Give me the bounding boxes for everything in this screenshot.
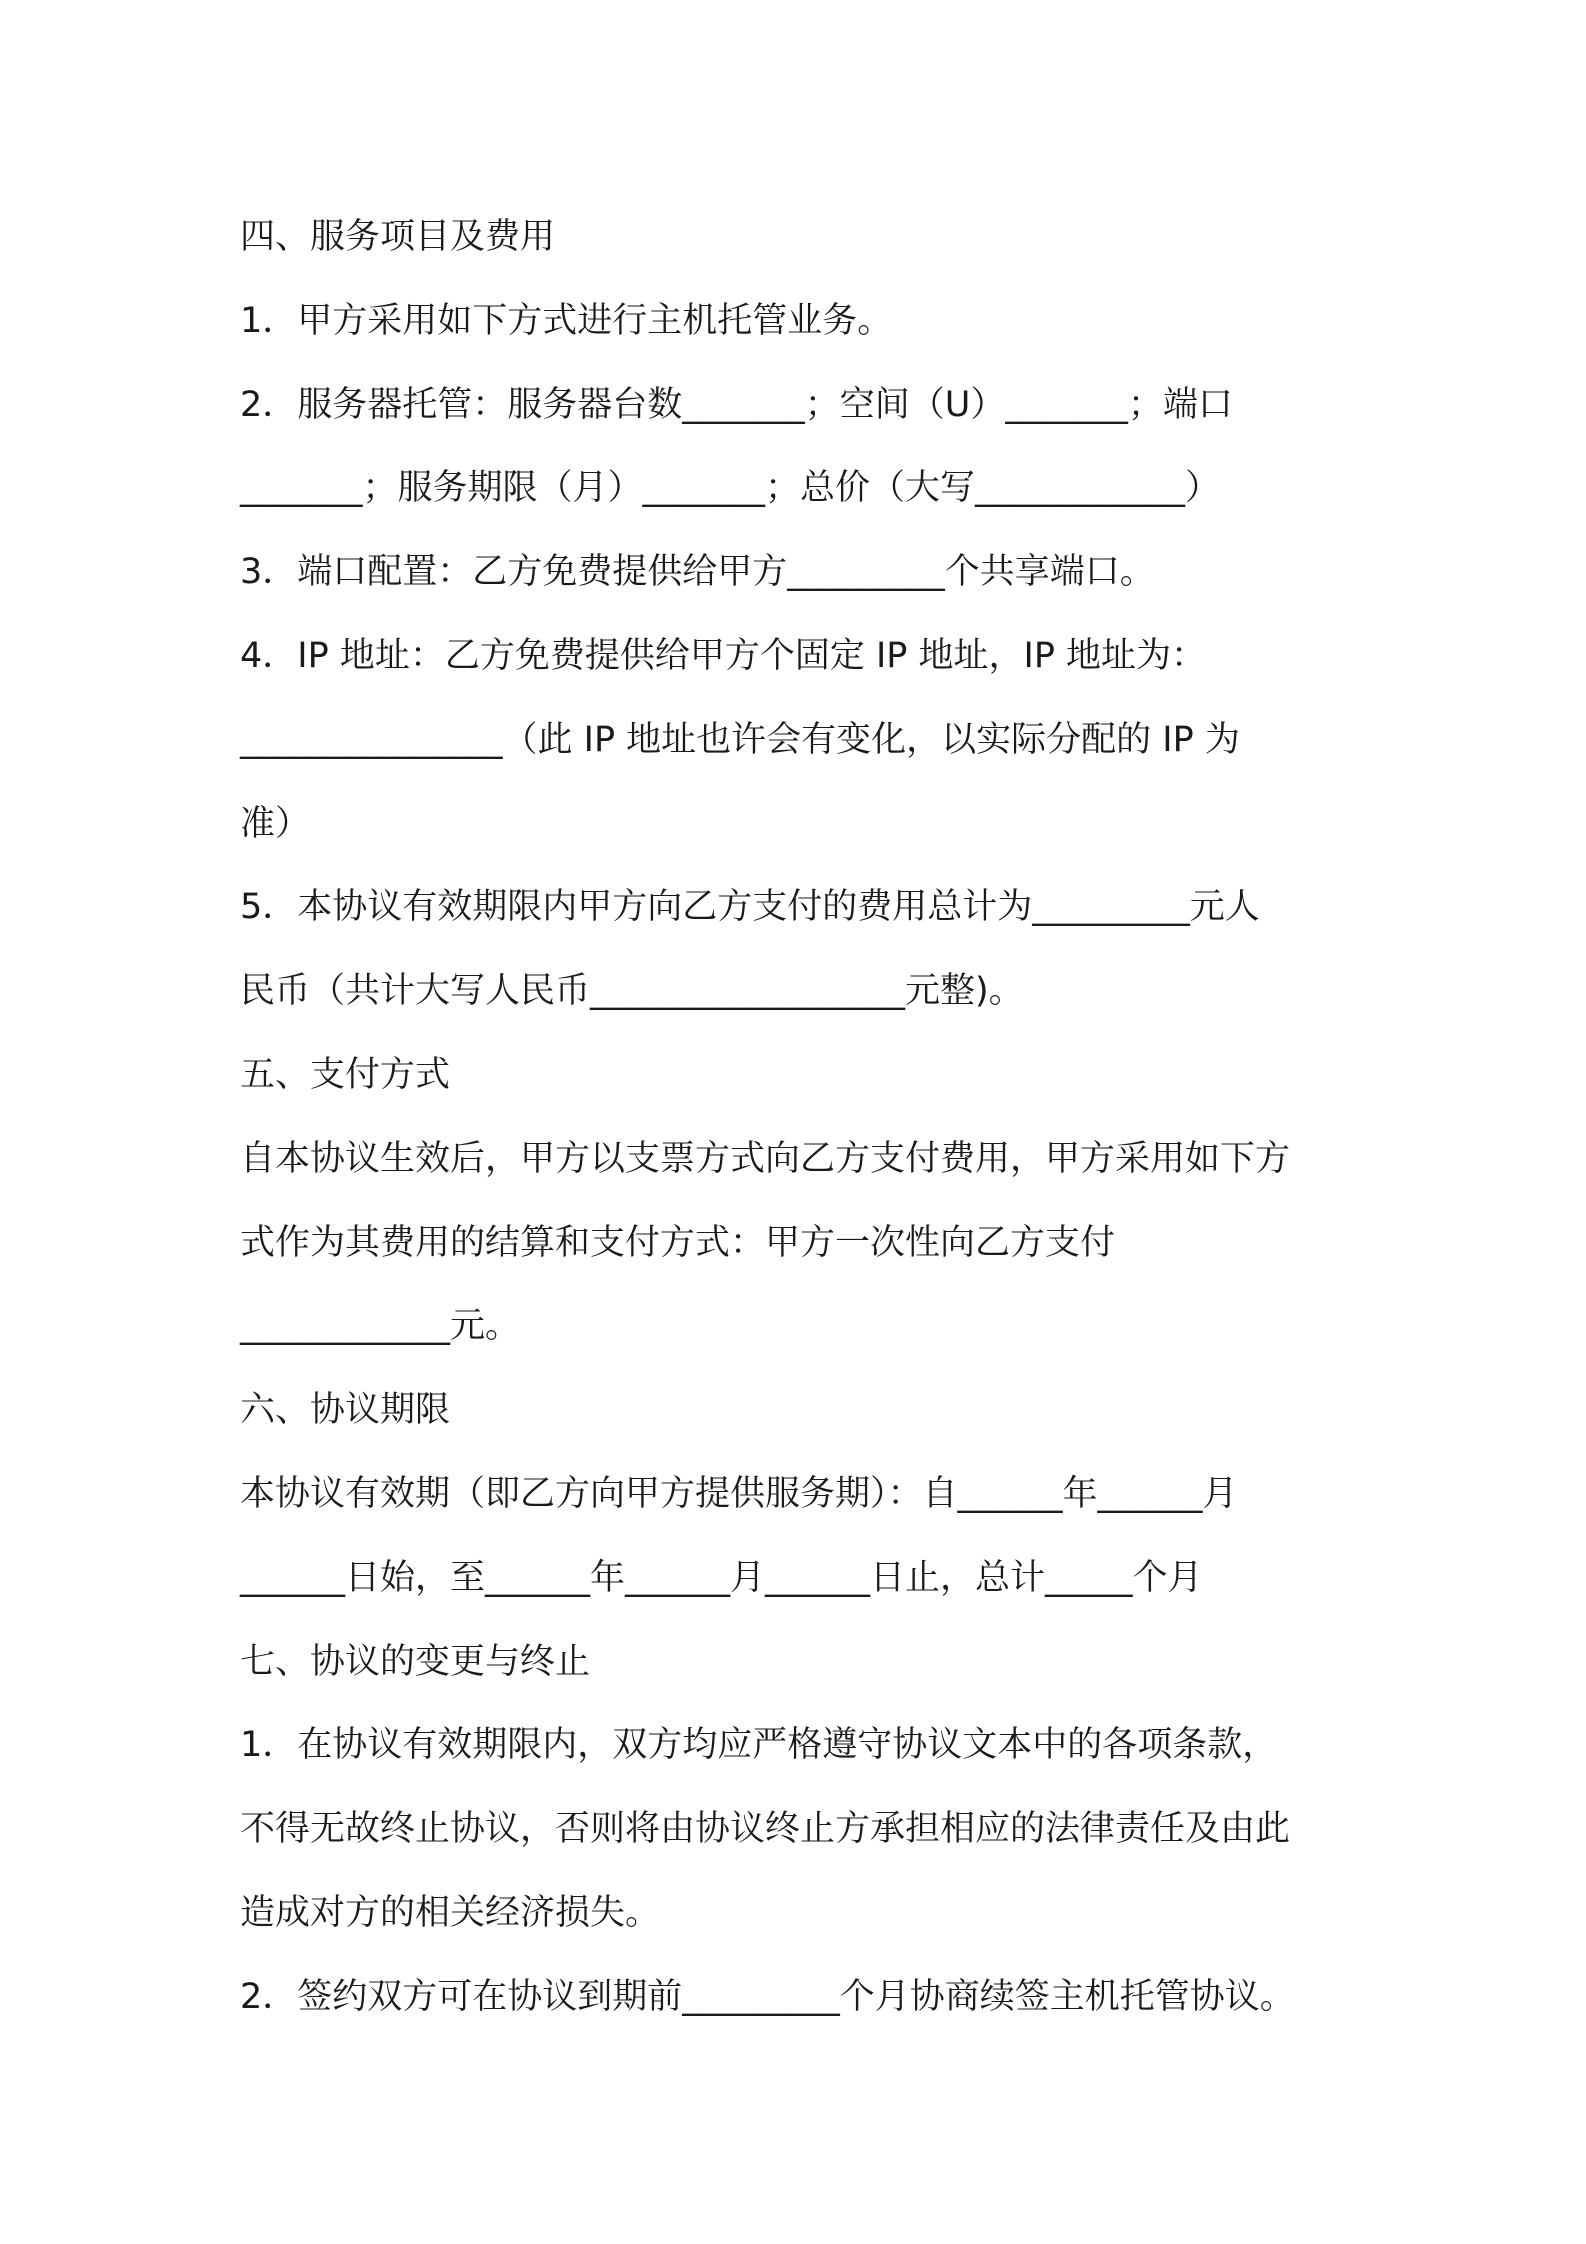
clause-paragraph: 民币（共计大写人民币__________________元整)。 bbox=[240, 971, 1024, 1012]
clause-paragraph: 准） bbox=[240, 803, 311, 844]
clause-paragraph: _______；服务期限（月）_______；总价（大写____________） bbox=[240, 468, 1221, 509]
clause-paragraph: 2．签约双方可在协议到期前_________个月协商续签主机托管协议。 bbox=[240, 1976, 1295, 2017]
clause-paragraph: 4．IP 地址：乙方免费提供给甲方个固定 IP 地址，IP 地址为： bbox=[240, 635, 1207, 676]
clause-paragraph: 3．端口配置：乙方免费提供给甲方_________个共享端口。 bbox=[240, 552, 1155, 593]
clause-paragraph: 1．在协议有效期限内，双方均应严格遵守协议文本中的各项条款， bbox=[240, 1725, 1278, 1766]
clause-paragraph: 5．本协议有效期限内甲方向乙方支付的费用总计为_________元人 bbox=[240, 887, 1260, 928]
document-body bbox=[240, 196, 1380, 2040]
section-heading-payment: 五、支付方式 bbox=[240, 1054, 451, 1095]
clause-paragraph: 自本协议生效后，甲方以支票方式向乙方支付费用，甲方采用如下方 bbox=[240, 1138, 1291, 1179]
clause-paragraph: 式作为其费用的结算和支付方式：甲方一次性向乙方支付 bbox=[240, 1222, 1116, 1263]
clause-paragraph: _______________（此 IP 地址也许会有变化，以实际分配的 IP 为 bbox=[240, 719, 1240, 760]
section-heading-term: 六、协议期限 bbox=[240, 1390, 451, 1431]
clause-paragraph: 2．服务器托管：服务器台数_______；空间（U）_______；端口 bbox=[240, 384, 1233, 425]
clause-paragraph: ____________元。 bbox=[240, 1306, 521, 1347]
clause-paragraph: 1．甲方采用如下方式进行主机托管业务。 bbox=[240, 300, 893, 341]
section-heading-changes: 七、协议的变更与终止 bbox=[240, 1641, 591, 1682]
clause-paragraph: ______日始，至______年______月______日止，总计_____个月 bbox=[240, 1557, 1203, 1598]
clause-paragraph: 造成对方的相关经济损失。 bbox=[240, 1892, 661, 1933]
clause-paragraph: 本协议有效期（即乙方向甲方提供服务期）：自______年______月 bbox=[240, 1473, 1238, 1514]
clause-paragraph: 不得无故终止协议，否则将由协议终止方承担相应的法律责任及由此 bbox=[240, 1809, 1291, 1850]
section-heading-services: 四、服务项目及费用 bbox=[240, 217, 556, 257]
